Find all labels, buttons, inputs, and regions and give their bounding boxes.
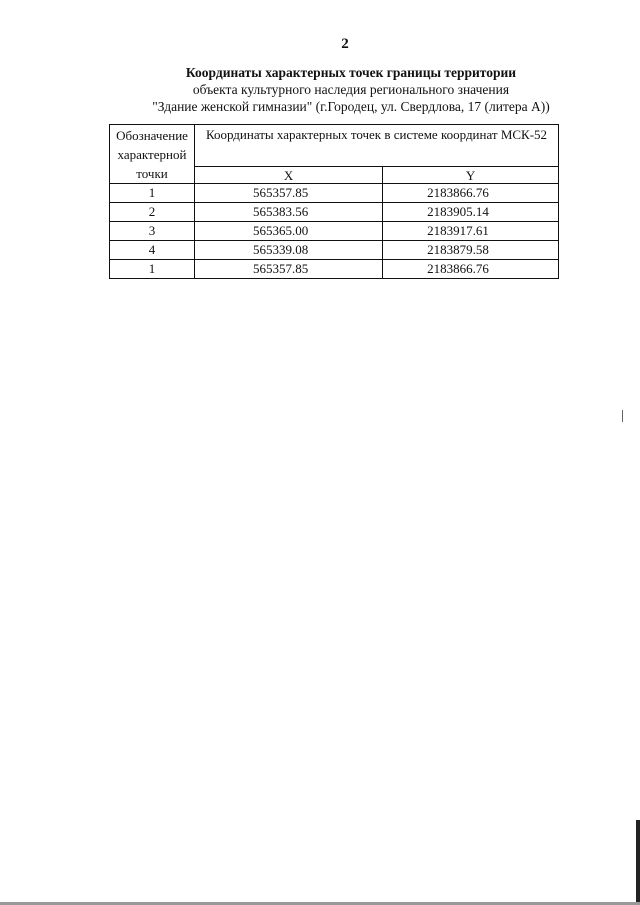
table-row: [110, 222, 559, 241]
header-y: Y: [383, 167, 559, 184]
cell-point: 3: [110, 222, 195, 241]
heading-line-1: Координаты характерных точек границы территории: [185, 65, 517, 80]
table-row: [110, 184, 559, 203]
coordinates-table: [109, 124, 559, 279]
cell-y: 2183917.61: [383, 222, 559, 241]
heading-line-2: объекта культурного наследия регионального значения: [192, 82, 510, 97]
cell-x: 565357.85: [195, 184, 383, 203]
cell-point: 1: [110, 260, 195, 279]
cell-y: 2183905.14: [383, 203, 559, 222]
header-x: X: [195, 167, 383, 184]
scan-artifact-edge: [636, 820, 640, 905]
table-row: [110, 241, 559, 260]
page-number: 2: [341, 36, 349, 52]
scan-artifact-mark: [622, 410, 623, 422]
cell-x: 565339.08: [195, 241, 383, 260]
table-row: [110, 260, 559, 279]
cell-x: 565357.85: [195, 260, 383, 279]
header-point-designation: Обозначение характерной точки: [110, 125, 195, 184]
table-header-row: [110, 125, 559, 167]
cell-point: 1: [110, 184, 195, 203]
cell-x: 565365.00: [195, 222, 383, 241]
cell-x: 565383.56: [195, 203, 383, 222]
header-coordinates: Координаты характерных точек в системе координат МСК-52: [195, 125, 559, 167]
table-row: [110, 203, 559, 222]
cell-point: 4: [110, 241, 195, 260]
cell-y: 2183866.76: [383, 260, 559, 279]
cell-y: 2183879.58: [383, 241, 559, 260]
cell-y: 2183866.76: [383, 184, 559, 203]
cell-point: 2: [110, 203, 195, 222]
heading-line-3: "Здание женской гимназии" (г.Городец, ул. Свердлова, 17 (литера А)): [152, 99, 550, 114]
document-heading: [0, 64, 640, 115]
